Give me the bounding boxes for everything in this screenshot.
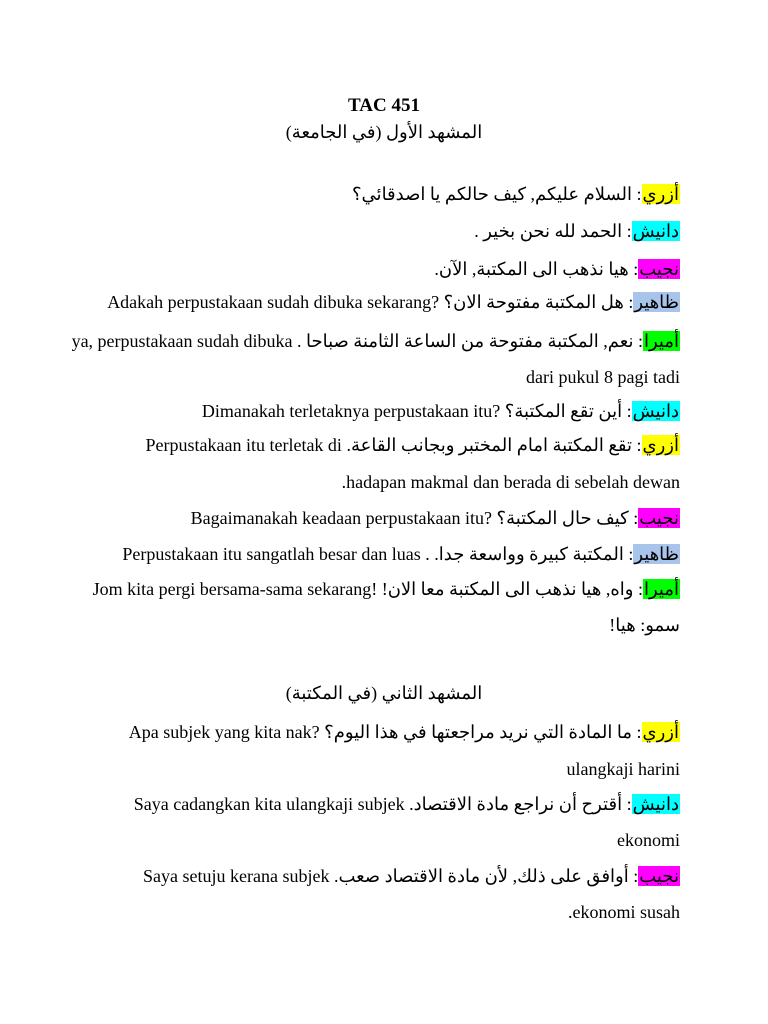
dialogue-line	[60, 864, 680, 888]
malay-translation: Adakah perpustakaan sudah dibuka sekarang?	[107, 292, 440, 312]
arabic-text: : ما المادة التي نريد مراجعتها في هذا اليوم؟	[324, 722, 642, 742]
arabic-text: سمو: هيا!	[609, 615, 680, 635]
malay-translation: Jom kita pergi bersama-sama sekarang!	[92, 579, 378, 599]
speaker-name: أزري	[642, 435, 679, 455]
malay-translation: .ekonomi susah	[568, 902, 680, 922]
speaker-name: نجيب	[639, 866, 679, 886]
arabic-text: : الحمد لله نحن بخير .	[474, 221, 632, 241]
dialogue-line	[60, 257, 680, 281]
arabic-text: : السلام عليكم, كيف حالكم يا اصدقائي؟	[352, 184, 642, 204]
dialogue-line	[60, 290, 680, 314]
malay-translation: ulangkaji harini	[566, 759, 680, 779]
dialogue-line	[60, 365, 680, 389]
speaker-name: نجيب	[639, 508, 679, 528]
arabic-text: : كيف حال المكتبة؟	[496, 508, 639, 528]
dialogue-line	[60, 900, 680, 924]
scene-2-heading: المشهد الثاني (في المكتبة)	[285, 683, 483, 703]
document-title: TAC 451	[348, 95, 420, 116]
arabic-text: : واه, هيا نذهب الى المكتبة معا الان!	[381, 579, 643, 599]
arabic-text: : نعم, المكتبة مفتوحة من الساعة الثامنة صباحا .	[297, 331, 643, 351]
dialogue-line	[60, 828, 680, 852]
malay-translation: .hadapan makmal dan berada di sebelah dewan	[341, 472, 680, 492]
dialogue-line	[60, 470, 680, 494]
malay-translation: Dimanakah terletaknya perpustakaan itu?	[201, 401, 501, 421]
malay-translation: ekonomi	[617, 830, 680, 850]
arabic-text: : المكتبة كبيرة وواسعة جدا.	[434, 544, 634, 564]
dialogue-line	[60, 399, 680, 423]
malay-translation: Apa subjek yang kita nak?	[128, 722, 320, 742]
arabic-text: : هل المكتبة مفتوحة الان؟	[443, 292, 634, 312]
malay-translation: Perpustakaan itu terletak di	[145, 435, 342, 455]
arabic-text: : تقع المكتبة امام المختبر وبجانب القاعة.	[346, 435, 642, 455]
dialogue-line	[60, 613, 680, 637]
speaker-name: أميرا	[643, 579, 679, 599]
dialogue-line	[60, 792, 680, 816]
scene-1-heading: المشهد الأول (في الجامعة)	[285, 122, 483, 142]
arabic-text: : هيا نذهب الى المكتبة, الآن.	[434, 259, 639, 279]
dialogue-line	[60, 182, 680, 206]
speaker-name: ظاهير	[634, 544, 679, 564]
speaker-name: نجيب	[639, 259, 679, 279]
speaker-name: دانيش	[632, 401, 679, 421]
dialogue-line	[60, 757, 680, 781]
arabic-text: : أقترح أن نراجع مادة الاقتصاد.	[409, 794, 632, 814]
dialogue-line	[60, 542, 680, 566]
malay-translation: Saya cadangkan kita ulangkaji subjek	[133, 794, 405, 814]
dialogue-line	[60, 219, 680, 243]
malay-translation: Saya setuju kerana subjek	[143, 866, 330, 886]
speaker-name: ظاهير	[634, 292, 679, 312]
malay-translation: Perpustakaan itu sangatlah besar dan luas .	[122, 544, 430, 564]
speaker-name: دانيش	[632, 221, 679, 241]
dialogue-line	[60, 577, 680, 601]
malay-translation: Bagaimanakah keadaan perpustakaan itu?	[190, 508, 493, 528]
speaker-name: أزري	[642, 722, 679, 742]
dialogue-line	[60, 329, 680, 353]
speaker-name: أزري	[642, 184, 679, 204]
dialogue-line	[60, 433, 680, 457]
arabic-text: : أين تقع المكتبة؟	[504, 401, 632, 421]
dialogue-line	[60, 506, 680, 530]
malay-translation: ya, perpustakaan sudah dibuka	[71, 331, 293, 351]
speaker-name: دانيش	[632, 794, 679, 814]
arabic-text: : أوافق على ذلك, لأن مادة الاقتصاد صعب.	[333, 866, 639, 886]
malay-translation: dari pukul 8 pagi tadi	[526, 367, 680, 387]
speaker-name: أميرا	[643, 331, 679, 351]
dialogue-line	[60, 720, 680, 744]
